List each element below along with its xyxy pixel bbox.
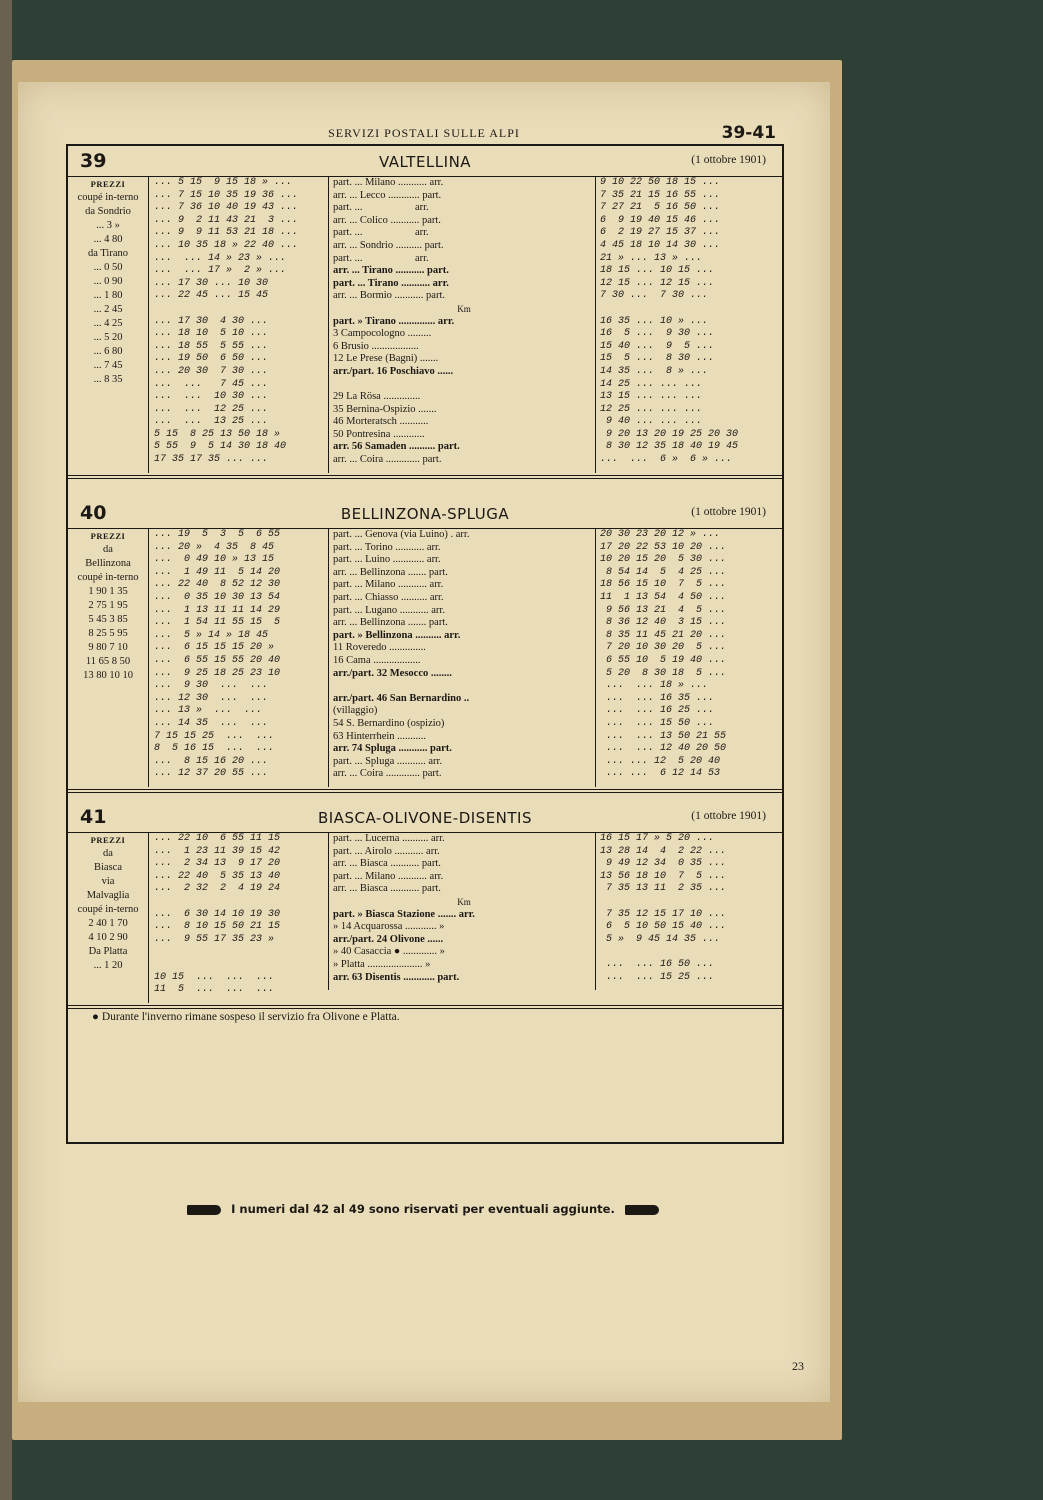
time-row: ... ... 12 5 20 40	[600, 755, 721, 767]
station-row: arr. 63 Disentis ............ part.	[333, 971, 460, 983]
time-row: ... ... 6 » 6 » ...	[600, 454, 733, 466]
price-cell: coupé in-terno	[77, 904, 139, 915]
left-times-column	[154, 833, 324, 997]
station-row: 16 Cama ..................	[333, 654, 421, 666]
time-row: 10 15 ... ... ...	[154, 971, 275, 983]
price-cell: 11 65 8 50	[85, 656, 131, 667]
time-row	[600, 303, 782, 316]
time-row: ... 19 50 6 50 ...	[154, 353, 269, 365]
station-row: arr. ... Lecco ............ part.	[333, 189, 442, 201]
time-row: 21 » ... 13 » ...	[600, 252, 703, 264]
stations-column	[328, 833, 596, 990]
time-row	[154, 959, 324, 972]
time-row: ... 9 2 11 43 21 3 ...	[154, 214, 299, 226]
time-row: 14 35 ... 8 » ...	[600, 365, 709, 377]
notice	[78, 1202, 768, 1216]
station-row: arr./part. 46 San Bernardino ..	[333, 692, 470, 704]
station-row	[333, 379, 595, 392]
time-row: ... 8 10 15 50 21 15	[154, 921, 281, 933]
time-row: ... 1 49 11 5 14 20	[154, 566, 281, 578]
section-date: (1 ottobre 1901)	[691, 810, 766, 822]
station-row: arr. ... Sondrio .......... part.	[333, 239, 444, 251]
time-row	[600, 946, 782, 959]
notice-text: I numeri dal 42 al 49 sono riservati per eventuali aggiunte.	[231, 1202, 615, 1216]
time-row: ... 6 15 15 15 20 »	[154, 642, 275, 654]
left-times-column	[154, 177, 324, 467]
station-row: part. ... arr.	[333, 227, 429, 239]
price-cell: via	[101, 876, 115, 887]
station-row: 11 Roveredo ..............	[333, 642, 426, 654]
station-row: 3 Campocologno .........	[333, 328, 432, 340]
time-row: ... 6 30 14 10 19 30	[154, 908, 281, 920]
running-page-range: 39-41	[721, 123, 776, 143]
station-row: part. ... Milano ........... arr.	[333, 870, 444, 882]
price-cell: coupé in-terno	[77, 572, 139, 583]
price-cell: ... 0 90	[93, 276, 123, 287]
station-row: Km	[457, 303, 471, 314]
time-row: ... 9 25 18 25 23 10	[154, 667, 281, 679]
section-number: 41	[80, 806, 107, 828]
price-cell: ... 1 80	[93, 290, 123, 301]
time-row: ... ... 16 25 ...	[600, 705, 715, 717]
time-row: ... ... 18 » ...	[600, 680, 709, 692]
time-row: ... 8 15 16 20 ...	[154, 755, 269, 767]
time-row	[154, 946, 324, 959]
right-times-column	[600, 833, 782, 984]
time-row: 6 55 10 5 19 40 ...	[600, 654, 727, 666]
section-divider	[68, 1005, 782, 1009]
running-head	[18, 123, 830, 144]
price-cell: 13 80 10 10	[83, 670, 133, 681]
time-row: ... ... 10 30 ...	[154, 391, 269, 403]
station-row: part. ... Genova (via Luino) . arr.	[333, 529, 470, 540]
time-row: 7 35 21 15 16 55 ...	[600, 189, 721, 201]
time-row: ... 9 30 ... ...	[154, 680, 269, 692]
section-number: 40	[80, 502, 107, 524]
time-row: ... 9 9 11 53 21 18 ...	[154, 227, 299, 239]
station-row: arr. ... Coira ............. part.	[333, 768, 442, 780]
time-row: ... ... 13 25 ...	[154, 416, 269, 428]
time-row: ... 12 37 20 55 ...	[154, 768, 269, 780]
station-row: part. » Tirano .............. arr.	[333, 315, 455, 327]
time-row: 10 20 15 20 5 30 ...	[600, 554, 727, 566]
right-times-column	[600, 529, 782, 781]
price-cell: ... 4 25	[93, 318, 123, 329]
time-row: ... 12 30 ... ...	[154, 692, 269, 704]
price-cell: da Tirano	[88, 248, 128, 259]
time-row: ... 20 30 7 30 ...	[154, 365, 269, 377]
station-row: part. ... Lugano ........... arr.	[333, 604, 445, 616]
section-header	[68, 146, 782, 177]
time-row: 6 2 19 27 15 37 ...	[600, 227, 721, 239]
time-row: ... 7 36 10 40 19 43 ...	[154, 202, 299, 214]
section-number: 39	[80, 150, 107, 172]
price-cell: 2 75 1 95	[88, 600, 128, 611]
time-row: 7 35 12 15 17 10 ...	[600, 908, 727, 920]
pointing-hand-icon	[625, 1205, 659, 1215]
time-row: 9 49 12 34 0 35 ...	[600, 858, 727, 870]
time-row: 14 25 ... ... ...	[600, 378, 703, 390]
price-cell: ... 4 80	[93, 234, 123, 245]
price-cell: 4 10 2 90	[88, 932, 128, 943]
station-row: part. ... Airolo ........... arr.	[333, 845, 440, 857]
time-row: 15 40 ... 9 5 ...	[600, 340, 715, 352]
time-row: 5 » 9 45 14 35 ...	[600, 933, 721, 945]
pointing-hand-icon	[187, 1205, 221, 1215]
page-number: 23	[792, 1359, 804, 1373]
time-row: ... 20 » 4 35 8 45	[154, 541, 275, 553]
time-row: ... ... 14 » 23 » ...	[154, 252, 287, 264]
time-row: 8 54 14 5 4 25 ...	[600, 566, 727, 578]
time-row: 5 20 8 30 18 5 ...	[600, 667, 727, 679]
station-row: arr. ... Coira ............. part.	[333, 454, 442, 466]
time-row: 7 35 13 11 2 35 ...	[600, 883, 727, 895]
time-row: 13 28 14 4 2 22 ...	[600, 845, 727, 857]
time-row: 7 20 10 30 20 5 ...	[600, 642, 727, 654]
section-header	[68, 498, 782, 529]
station-row: 63 Hinterrhein ...........	[333, 730, 427, 742]
running-title: SERVIZI POSTALI SULLE ALPI	[328, 126, 520, 140]
price-cell: coupé in-terno	[77, 192, 139, 203]
time-row: 17 35 17 35 ... ...	[154, 454, 269, 466]
station-row: part. ... Lucerna .......... arr.	[333, 833, 445, 844]
station-row: 35 Bernina-Ospizio .......	[333, 403, 437, 415]
section-divider	[68, 475, 782, 479]
price-cell: 9 80 7 10	[88, 642, 128, 653]
section-date: (1 ottobre 1901)	[691, 506, 766, 518]
section-biasca-olivone-disentis	[68, 802, 782, 1102]
time-row: 9 40 ... ... ...	[600, 416, 703, 428]
time-row: ... ... 12 25 ...	[154, 403, 269, 415]
price-cell: PREZZI	[90, 531, 126, 541]
time-row: ... 18 55 5 55 ...	[154, 340, 269, 352]
time-row: 17 20 22 53 10 20 ...	[600, 541, 727, 553]
price-cell: Da Platta	[88, 946, 128, 957]
time-row: ... ... 16 35 ...	[600, 692, 715, 704]
time-row: ... 5 15 9 15 18 » ...	[154, 177, 293, 188]
section-valtellina	[68, 146, 782, 496]
time-row: 9 10 22 50 18 15 ...	[600, 177, 721, 188]
time-row: 7 27 21 5 16 50 ...	[600, 202, 721, 214]
time-row: ... 13 » ... ...	[154, 705, 263, 717]
price-cell: ... 1 20	[93, 960, 123, 971]
time-row: ... 22 45 ... 15 45	[154, 290, 269, 302]
station-row: part. ... Milano ........... arr.	[333, 579, 444, 591]
time-row: ... 22 10 6 55 11 15	[154, 833, 281, 844]
station-row: part. ... arr.	[333, 202, 429, 214]
station-row: » 14 Acquarossa ............ »	[333, 921, 445, 933]
station-row: 29 La Rösa ..............	[333, 391, 421, 403]
price-cell: ... 2 45	[93, 304, 123, 315]
station-row	[333, 680, 595, 693]
station-row: arr. ... Biasca ........... part.	[333, 883, 441, 895]
time-row: 13 15 ... ... ...	[600, 391, 703, 403]
station-row: Km	[457, 896, 471, 907]
station-row: arr. ... Bellinzona ....... part.	[333, 566, 448, 578]
time-row: 8 30 12 35 18 40 19 45	[600, 441, 739, 453]
section-bellinzona-spluga	[68, 498, 782, 798]
time-row: 7 30 ... 7 30 ...	[600, 290, 709, 302]
price-cell: 2 40 1 70	[88, 918, 128, 929]
station-row: 50 Pontresina ............	[333, 428, 425, 440]
section-header	[68, 802, 782, 833]
price-cell: da	[103, 544, 113, 555]
time-row: 13 56 18 10 7 5 ...	[600, 870, 727, 882]
time-row: 16 15 17 » 5 20 ...	[600, 833, 715, 844]
time-row: 11 5 ... ... ...	[154, 984, 275, 996]
time-row: ... 18 10 5 10 ...	[154, 328, 269, 340]
time-row: ... ... 6 12 14 53	[600, 768, 721, 780]
stations-column	[328, 529, 596, 787]
section-title: BIASCA-OLIVONE-DISENTIS	[317, 809, 533, 827]
station-row: part. ... Luino ............ arr.	[333, 554, 441, 566]
price-cell: 5 45 3 85	[88, 614, 128, 625]
station-row: arr./part. 16 Poschiavo ......	[333, 365, 454, 377]
station-row: arr. 56 Samaden .......... part.	[333, 441, 460, 453]
price-cell: ... 3 »	[96, 220, 120, 231]
time-row	[154, 896, 324, 909]
station-row: arr. ... Bellinzona ....... part.	[333, 617, 448, 629]
station-row: » 40 Casaccia ● ............. »	[333, 946, 445, 958]
right-times-column	[600, 177, 782, 467]
time-row: ... 0 35 10 30 13 54	[154, 591, 281, 603]
time-row: ... 14 35 ... ...	[154, 717, 269, 729]
timetable-frame	[66, 144, 784, 1144]
time-row: 4 45 18 10 14 30 ...	[600, 239, 721, 251]
time-row: ... 19 5 3 5 6 55	[154, 529, 281, 540]
book-page	[18, 82, 830, 1402]
price-cell: da	[103, 848, 113, 859]
price-cell: da Sondrio	[85, 206, 131, 217]
station-row: arr. ... Tirano ........... part.	[333, 265, 449, 277]
time-row: 11 1 13 54 4 50 ...	[600, 591, 727, 603]
time-row: 12 25 ... ... ...	[600, 403, 703, 415]
time-row: ... ... 15 50 ...	[600, 717, 715, 729]
time-row: ... 6 55 15 55 20 40	[154, 654, 281, 666]
station-row: part. » Bellinzona .......... arr.	[333, 629, 461, 641]
time-row: ... ... 17 » 2 » ...	[154, 265, 287, 277]
time-row	[154, 303, 324, 316]
price-column	[68, 177, 149, 473]
time-row: 9 56 13 21 4 5 ...	[600, 604, 727, 616]
station-row: 46 Morteratsch ...........	[333, 416, 429, 428]
section-date: (1 ottobre 1901)	[691, 154, 766, 166]
time-row	[600, 896, 782, 909]
time-row: ... 1 23 11 39 15 42	[154, 845, 281, 857]
time-row: 5 15 8 25 13 50 18 »	[154, 428, 281, 440]
time-row: ... 7 15 10 35 19 36 ...	[154, 189, 299, 201]
time-row: ... 22 40 8 52 12 30	[154, 579, 281, 591]
time-row: ... ... 7 45 ...	[154, 378, 269, 390]
station-row: part. ... arr.	[333, 252, 429, 264]
section-title: VALTELLINA	[378, 153, 472, 171]
time-row: ... 10 35 18 » 22 40 ...	[154, 239, 299, 251]
section-divider	[68, 789, 782, 793]
time-row: ... 2 32 2 4 19 24	[154, 883, 281, 895]
time-row: ... 17 30 ... 10 30	[154, 277, 269, 289]
station-row: part. ... Torino ........... arr.	[333, 541, 441, 553]
station-row: part. ... Tirano ........... arr.	[333, 277, 449, 289]
station-row: arr. 74 Splugа ........... part.	[333, 743, 452, 755]
footnote: ● Durante l'inverno rimane sospeso il servizio fra Olivone e Platta.	[92, 1010, 400, 1023]
station-row: arr. ... Biasca ........... part.	[333, 858, 441, 870]
price-cell: 8 25 5 95	[88, 628, 128, 639]
price-cell: Malvaglia	[86, 890, 130, 901]
station-row: 54 S. Bernardino (ospizio)	[333, 717, 445, 729]
time-row: ... 1 54 11 55 15 5	[154, 617, 281, 629]
time-row: 12 15 ... 12 15 ...	[600, 277, 715, 289]
time-row: 16 5 ... 9 30 ...	[600, 328, 715, 340]
price-cell: PREZZI	[90, 179, 126, 189]
time-row: 8 5 16 15 ... ...	[154, 743, 275, 755]
time-row: 16 35 ... 10 » ...	[600, 315, 709, 327]
time-row: 20 30 23 20 12 » ...	[600, 529, 721, 540]
time-row: ... ... 13 50 21 55	[600, 730, 727, 742]
station-row: arr. ... Bormio ........... part.	[333, 290, 445, 302]
price-cell: ... 0 50	[93, 262, 123, 273]
price-cell: ... 7 45	[93, 360, 123, 371]
station-row: arr./part. 32 Mesocco ........	[333, 667, 452, 679]
station-row: (villaggio)	[333, 705, 378, 717]
price-cell: Biasca	[94, 862, 122, 873]
time-row: 18 15 ... 10 15 ...	[600, 265, 715, 277]
section-title: BELLINZONA-SPLUGA	[340, 505, 510, 523]
station-row: 6 Brusio ..................	[333, 340, 419, 352]
price-cell: PREZZI	[90, 835, 126, 845]
backdrop-stripe	[0, 0, 12, 1500]
station-row: part. ... Splugа ........... arr.	[333, 755, 443, 767]
time-row: ... ... 12 40 20 50	[600, 743, 727, 755]
station-row: arr. ... Colico ........... part.	[333, 214, 441, 226]
time-row: 8 36 12 40 3 15 ...	[600, 617, 727, 629]
time-row: ... ... 15 25 ...	[600, 971, 715, 983]
station-row: part. ... Milano ........... arr.	[333, 177, 444, 188]
time-row: ... ... 16 50 ...	[600, 958, 715, 970]
price-cell: ... 6 80	[93, 346, 123, 357]
time-row: ... 0 49 10 » 13 15	[154, 554, 275, 566]
station-row: 12 Le Prese (Bagni) .......	[333, 353, 439, 365]
stations-column	[328, 177, 596, 473]
price-column	[68, 529, 149, 787]
price-cell: ... 8 35	[93, 374, 123, 385]
time-row: 15 5 ... 8 30 ...	[600, 353, 715, 365]
time-row: ... 5 » 14 » 18 45	[154, 629, 269, 641]
time-row: 8 35 11 45 21 20 ...	[600, 629, 727, 641]
time-row: ... 9 55 17 35 23 »	[154, 933, 275, 945]
time-row: ... 17 30 4 30 ...	[154, 315, 269, 327]
station-row: arr./part. 24 Olivone ......	[333, 933, 444, 945]
time-row: 6 9 19 40 15 46 ...	[600, 214, 721, 226]
price-column	[68, 833, 149, 1003]
price-cell: ... 5 20	[93, 332, 123, 343]
price-cell: 1 90 1 35	[88, 586, 128, 597]
time-row: 6 5 10 50 15 40 ...	[600, 921, 727, 933]
station-row: part. » Biasca Stazione ....... arr.	[333, 908, 475, 920]
time-row: 9 20 13 20 19 25 20 30	[600, 428, 739, 440]
station-row: part. ... Chiasso .......... arr.	[333, 591, 444, 603]
time-row: 5 55 9 5 14 30 18 40	[154, 441, 287, 453]
time-row: 7 15 15 25 ... ...	[154, 730, 275, 742]
time-row: ... 2 34 13 9 17 20	[154, 858, 281, 870]
price-cell: Bellinzona	[85, 558, 131, 569]
time-row: 18 56 15 10 7 5 ...	[600, 579, 727, 591]
station-row: » Platta ..................... »	[333, 958, 431, 970]
left-times-column	[154, 529, 324, 781]
time-row: ... 1 13 11 11 14 29	[154, 604, 281, 616]
time-row: ... 22 40 5 35 13 40	[154, 870, 281, 882]
